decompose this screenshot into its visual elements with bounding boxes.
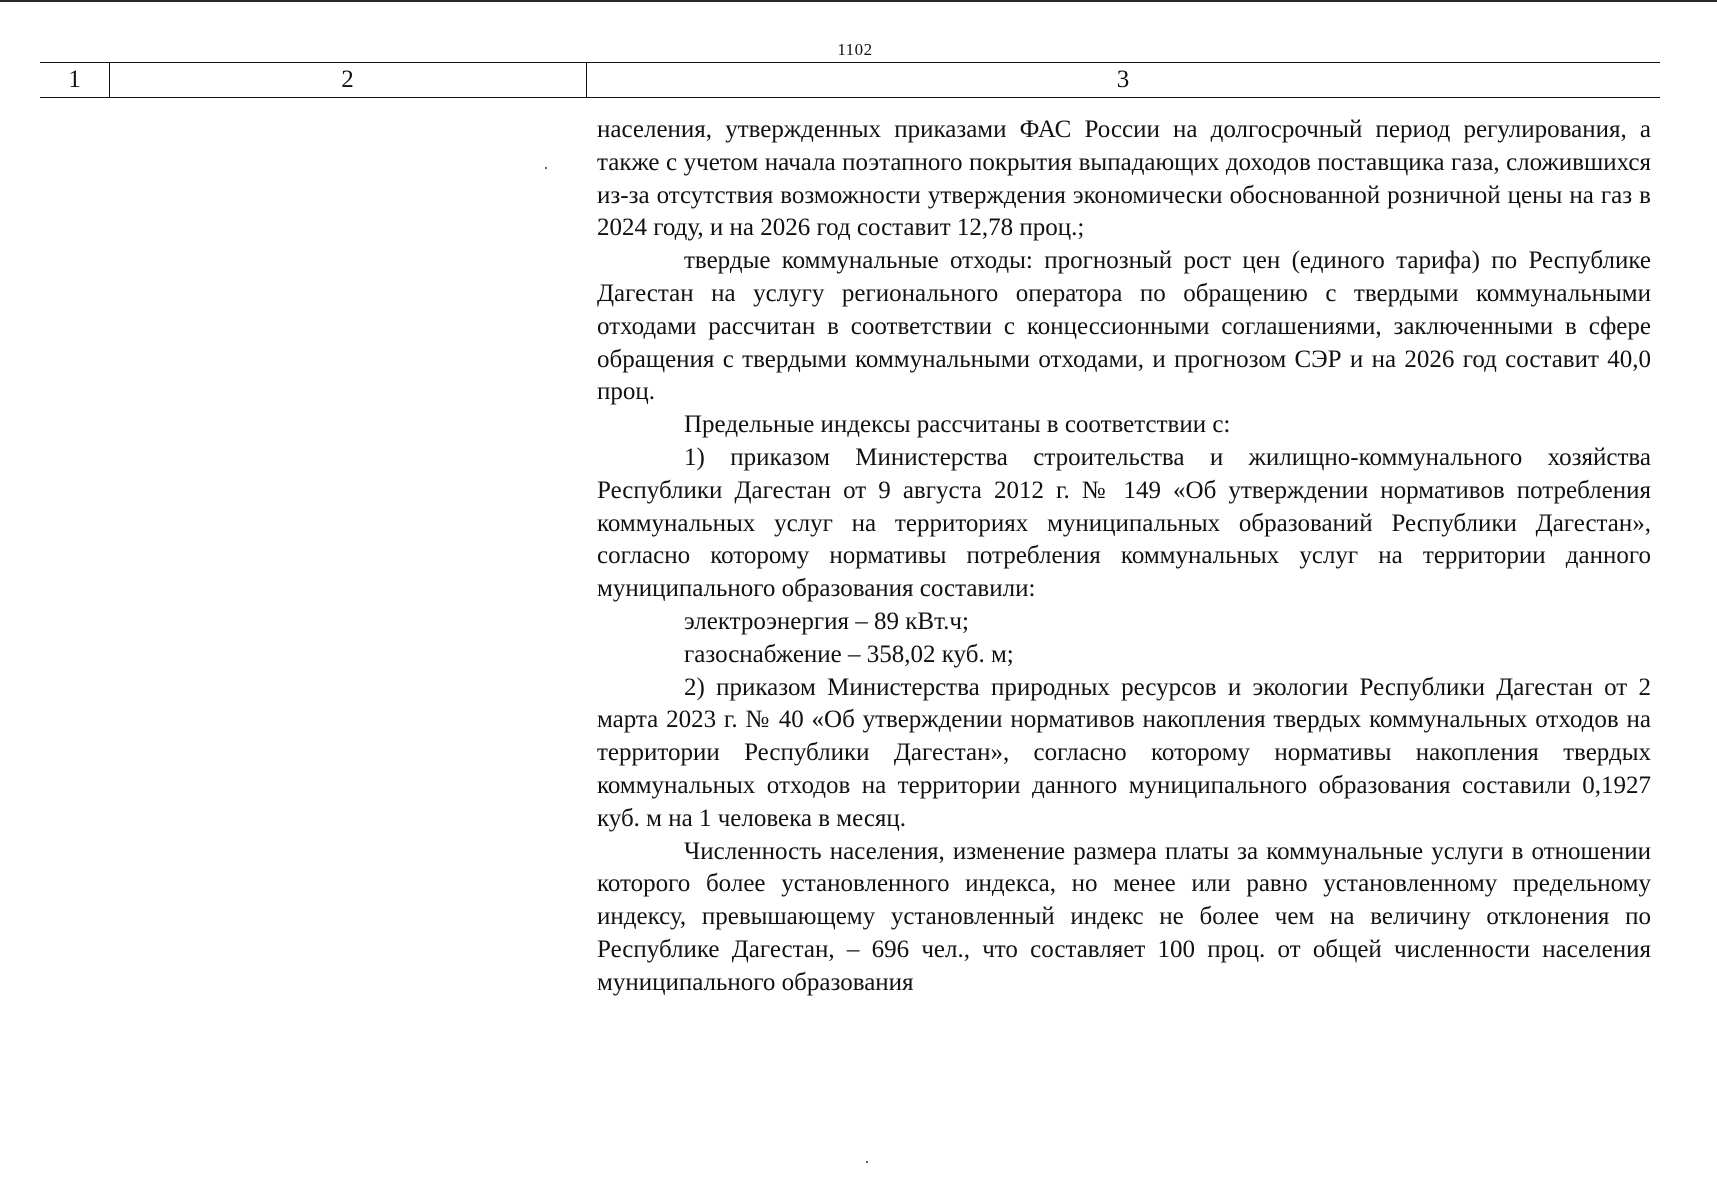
column-number-2: 2 [341,66,354,93]
column-number-3: 3 [1116,66,1130,93]
scan-speck [866,1161,868,1163]
document-body [597,114,1651,1000]
table-header-row [40,62,1660,98]
paragraph-population: Численность населения, изменение размера платы за коммунальные услуги в отношении которого более установленного индекса, но менее или равно установленному предельному индексу, превышающему установленный индекс не более чем на величину отклонения по Республике Дагестан, – 696 чел., что составляет 100 проц. от общей численности населения муниципального образования [597,837,1651,996]
scan-speck [545,167,547,169]
norm-electricity: электроэнергия – 89 кВт.ч; [684,607,969,635]
paragraph-ecology-order: 2) приказом Министерства природных ресурсов и экологии Республики Дагестан от 2 марта 2023 г. № 40 «Об утверждении нормативов накопления твердых коммунальных отходов на территории Республики Дагестан», согласно которому нормативы накопления твердых коммунальных отходов на территории данного муниципального образования составили 0,1927 куб. м на 1 человека в месяц. [597,673,1651,832]
paragraph-construction-order: 1) приказом Министерства строительства и жилищно-коммунального хозяйства Республики Дагестан от 9 августа 2012 г. № 149 «Об утверждении нормативов потребления коммунальных услуг на территориях муниципальных образований Республики Дагестан», согласно которому нормативы потребления коммунальных услуг на территории данного муниципального образования составили: [597,443,1651,603]
column-number-1: 1 [68,66,81,93]
paragraph-solid-waste: твердые коммунальные отходы: прогнозный рост цен (единого тарифа) по Республике Дагестан на услугу регионального оператора по обращению с твердыми коммунальными отходами рассчитан в соответствии с концессионными соглашениями, заключенными в сфере обращения с твердыми коммунальными отходами, и прогнозом СЭР и на 2026 год составит 40,0 проц. [597,247,1651,406]
norm-gas-supply: газоснабжение – 358,02 куб. м; [684,640,1014,668]
scan-edge-line [0,0,1717,2]
paragraph-indices-intro: Предельные индексы рассчитаны в соответствии с: [684,411,1231,439]
paragraph-gas-price: населения, утвержденных приказами ФАС России на долгосрочный период регулирования, а также с учетом начала поэтапного покрытия выпадающих доходов поставщика газа, сложившихся из-за отсутствия возможности утверждения экономически обоснованной розничной цены на газ в 2024 году, и на 2026 год составит 12,78 проц.; [597,116,1651,242]
page-number: 1102 [837,40,873,59]
